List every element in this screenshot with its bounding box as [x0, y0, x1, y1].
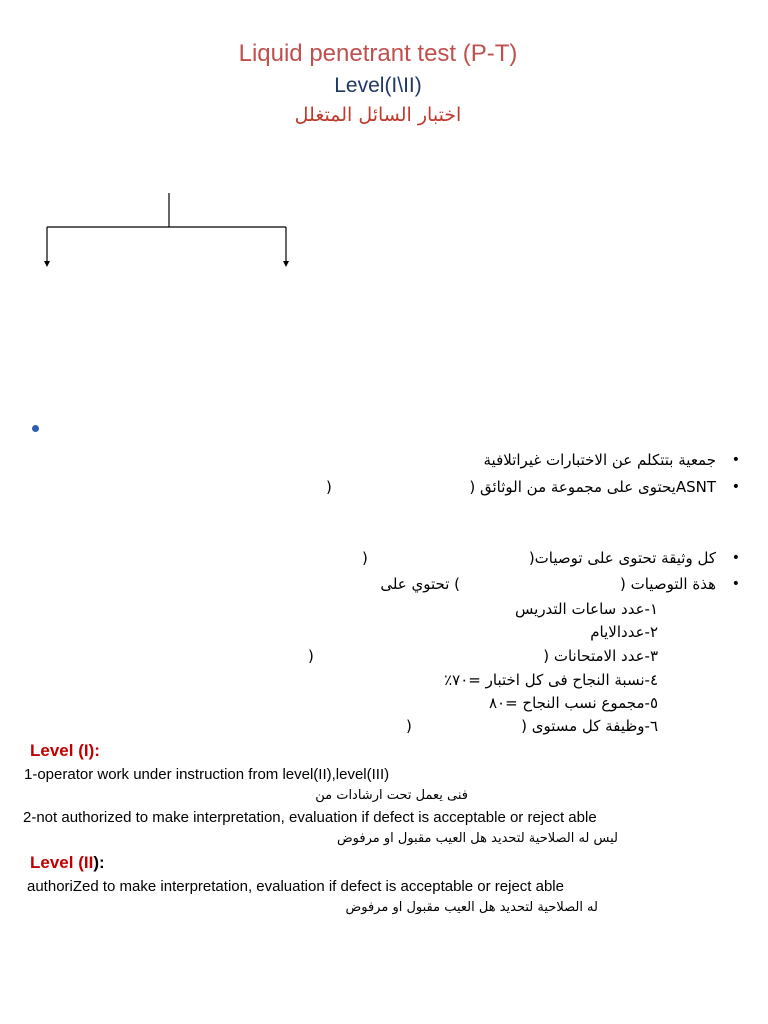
- numbered-item-5: ٥-مجموع نسب النجاح =٨٠: [488, 694, 658, 712]
- level-2-heading-suffix: ):: [93, 853, 105, 872]
- numbered-item-6: ٦-وظيفة كل مستوى (: [521, 717, 658, 735]
- level-1-heading-text: Level (I): [30, 741, 95, 760]
- level-1-line-1-ar: فنى يعمل تحت ارشادات من: [315, 788, 468, 803]
- tree-connector-diagram: [0, 0, 768, 280]
- level-2-line-1-ar: له الصلاحية لتحديد هل العيب مقبول او مرفوض: [345, 900, 598, 915]
- level-1-heading: [30, 741, 100, 761]
- page-subtitle: Level(I\II): [334, 74, 422, 97]
- numbered-item-1: ١-عدد ساعات التدريس: [515, 600, 658, 618]
- level-2-heading: [30, 853, 105, 873]
- bullet-item-4: • هذة التوصيات (: [620, 574, 716, 594]
- arabic-title: اختبار السائل المتغلل: [294, 104, 462, 126]
- level-1-line-2-en: 2-not authorized to make interpretation, evaluation if defect is acceptable or reject able: [23, 809, 597, 826]
- numbered-item-4: ٤-نسبة النجاح فى كل اختبار =٧٠٪: [444, 671, 658, 689]
- level-2-heading-text: Level (II: [30, 853, 94, 872]
- right-arrowhead-icon: [283, 261, 289, 267]
- level-1-line-1-en: 1-operator work under instruction from level(II),level(III): [24, 766, 390, 783]
- bullet-item-3: • كل وثيقة تحتوى على توصيات(: [529, 548, 716, 568]
- numbered-item-3-close-paren: ): [308, 647, 314, 665]
- bullet-item-1: • جمعية بتتكلم عن الاختبارات غيراتلافية: [484, 450, 716, 470]
- numbered-item-6-close-paren: ): [406, 717, 412, 735]
- blue-bullet-icon: [32, 425, 39, 432]
- page-title: Liquid penetrant test (P-T): [238, 40, 518, 67]
- level-1-heading-suffix: :: [94, 741, 100, 760]
- left-arrowhead-icon: [44, 261, 50, 267]
- bullet-item-2: • ASNTيحتوى على مجموعة من الوثائق (: [469, 477, 716, 497]
- level-1-line-2-ar: ليس له الصلاحية لتحديد هل العيب مقبول او مرفوض: [336, 831, 618, 846]
- bullet-item-3-close-paren: ): [362, 549, 368, 567]
- level-2-line-1-en: authoriZed to make interpretation, evaluation if defect is acceptable or reject able: [27, 878, 564, 895]
- numbered-item-2: ٢-عددالايام: [590, 623, 658, 641]
- numbered-item-3: ٣-عدد الامتحانات (: [543, 647, 658, 665]
- bullet-item-4-tail: ) تحتوي على: [380, 575, 460, 593]
- bullet-item-2-close-paren: ): [326, 478, 332, 496]
